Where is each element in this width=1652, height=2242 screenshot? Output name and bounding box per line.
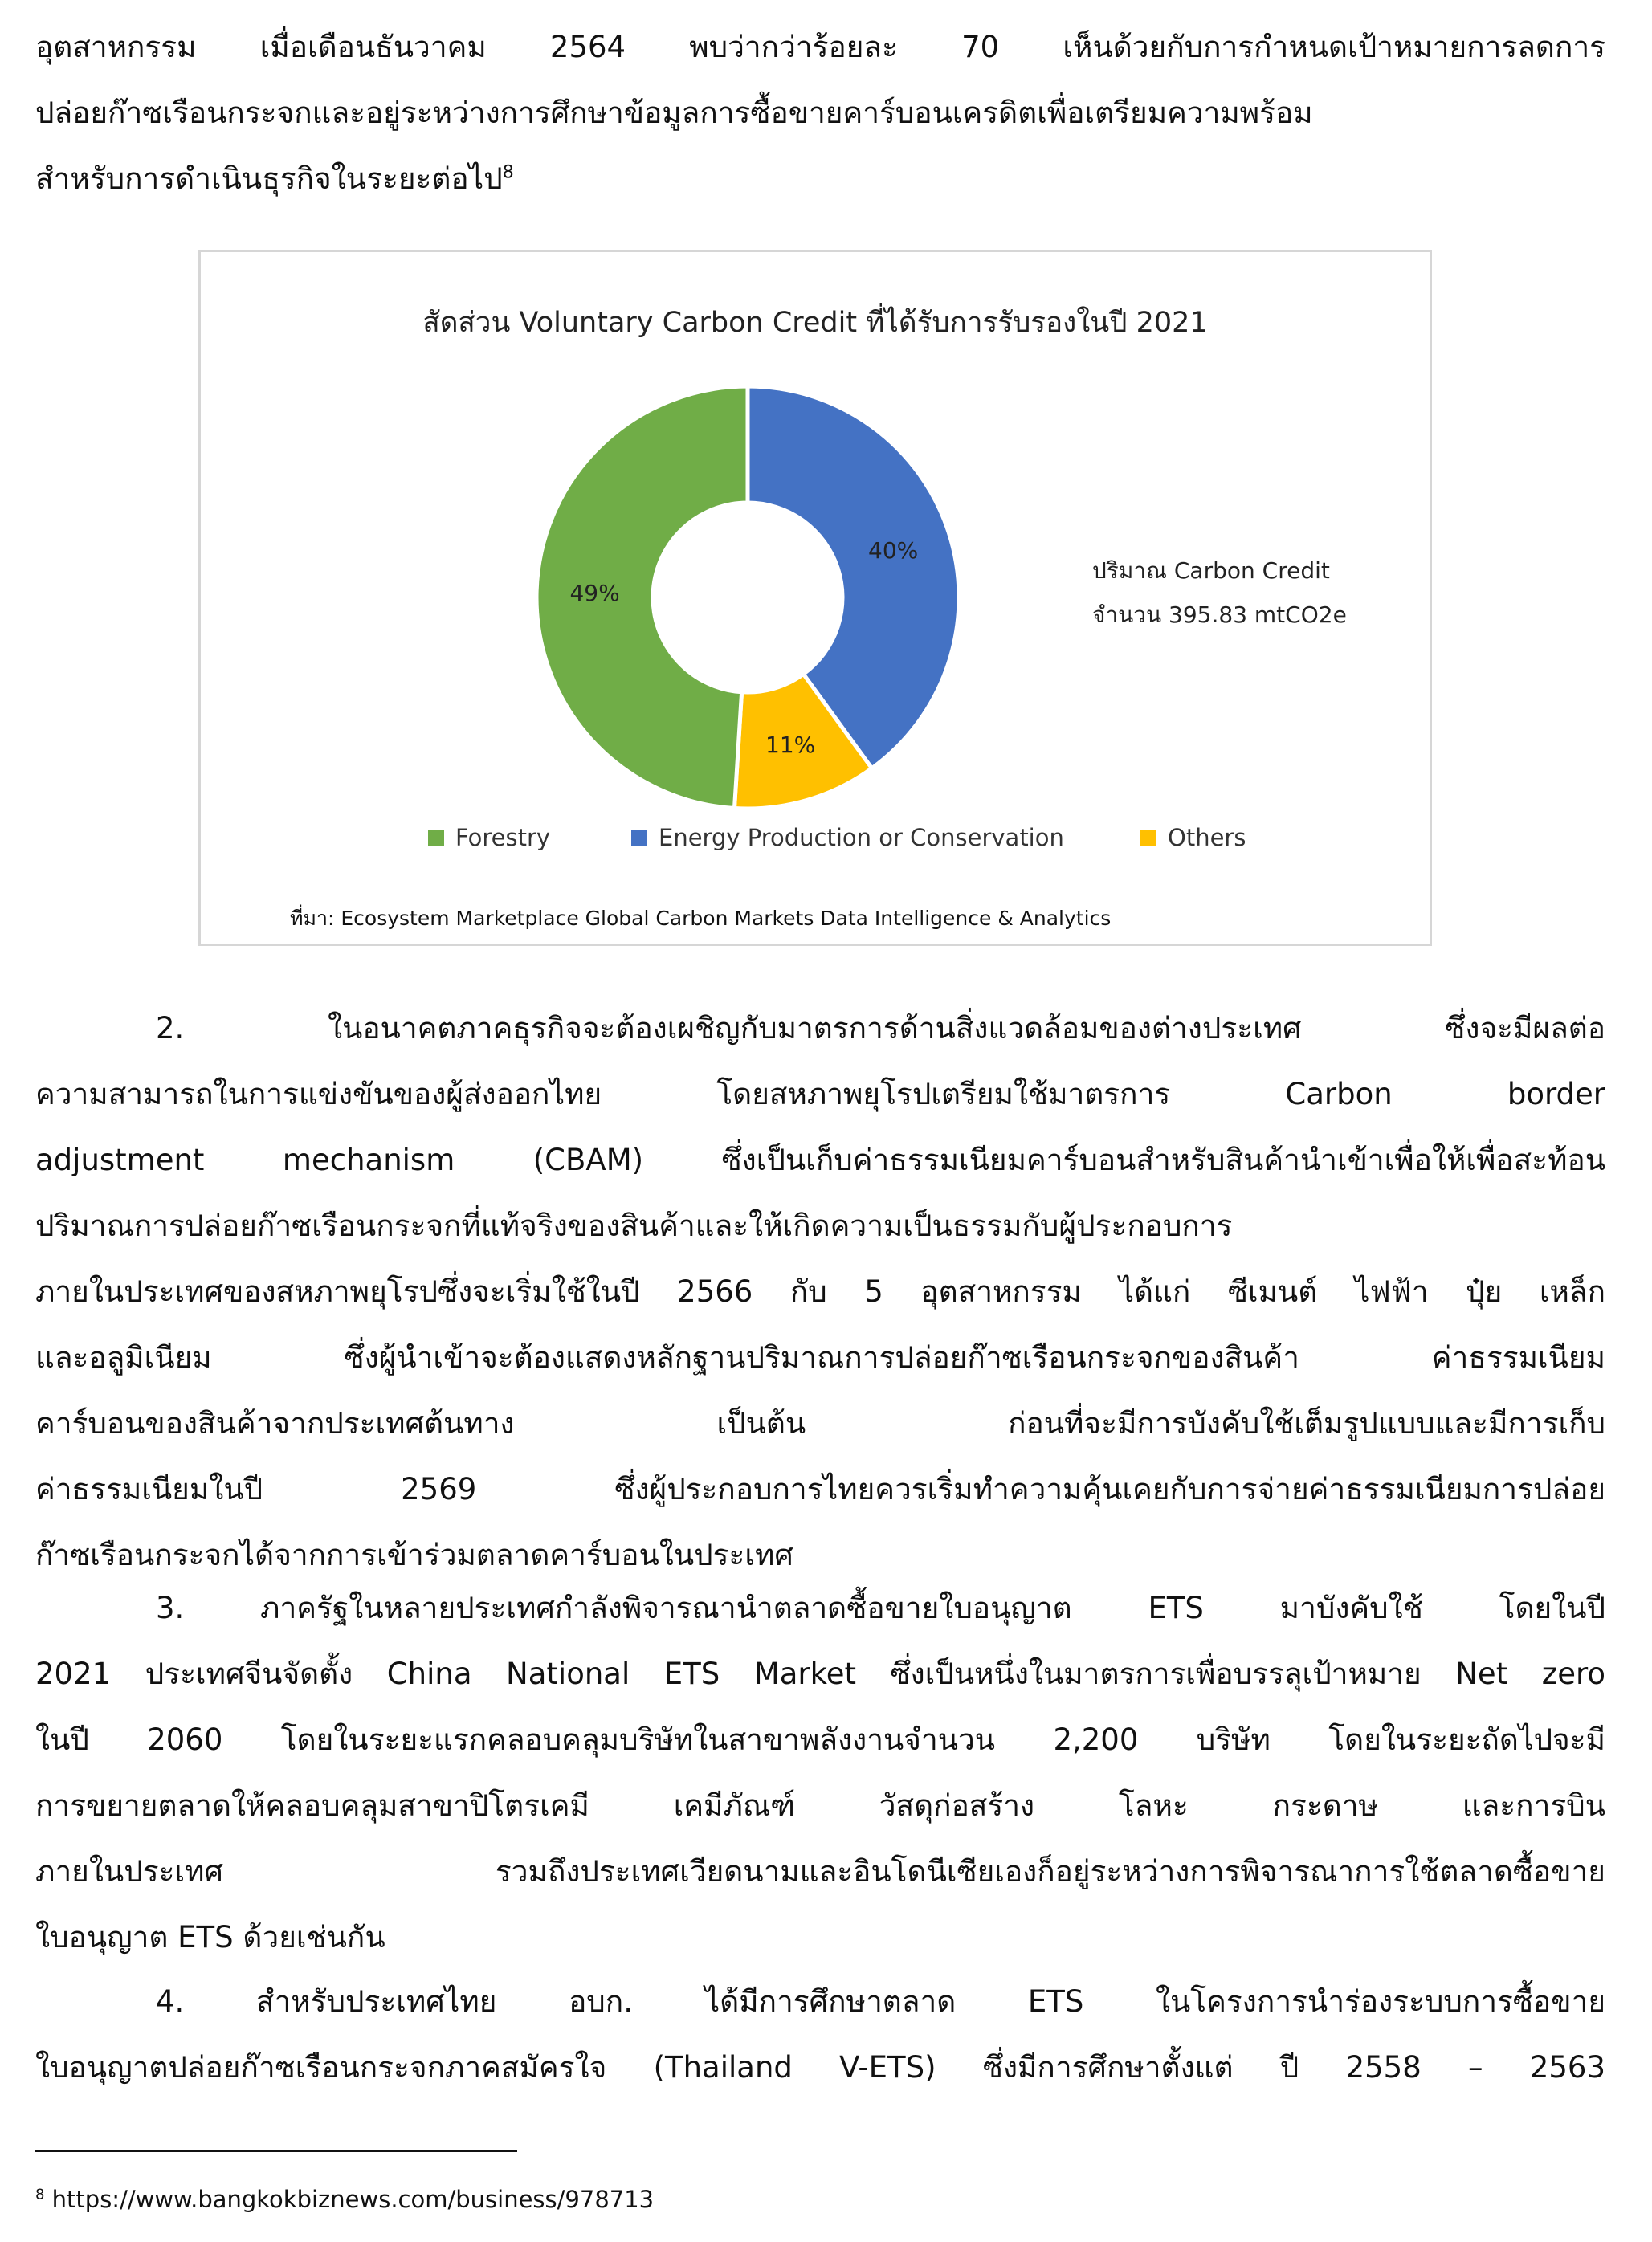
legend-item-others [1140, 824, 1246, 851]
data-label-others: 11% [765, 731, 816, 758]
paragraph-line: ภายในประเทศ รวมถึงประเทศเวียดนามและอินโดนีเซียเองก็อยู่ระหว่างการพิจารณาการใช้ตลาดซื้อขาย [35, 1854, 1605, 1889]
paragraph-line: ในปี 2060 โดยในระยะแรกคลอบคลุมบริษัทในสาขาพลังงานจำนวน 2,200 บริษัท โดยในระยะถัดไปจะมี [35, 1722, 1605, 1757]
legend-swatch [428, 830, 444, 846]
legend-item-forestry [428, 824, 550, 851]
legend-swatch [631, 830, 647, 846]
data-label-energy: 40% [868, 537, 919, 565]
paragraph-line: ปริมาณการปล่อยก๊าซเรือนกระจกที่แท้จริงของสินค้าและให้เกิดความเป็นธรรมกับผู้ประกอบการ [35, 1209, 1233, 1243]
paragraph-line: ก๊าซเรือนกระจกได้จากการเข้าร่วมตลาดคาร์บอนในประเทศ [35, 1538, 793, 1572]
legend-label: Energy Production or Conservation [659, 824, 1064, 851]
paragraph-line: การขยายตลาดให้คลอบคลุมสาขาปิโตรเคมี เคมีภัณฑ์ วัสดุก่อสร้าง โลหะ กระดาษ และการบิน [35, 1788, 1605, 1823]
paragraph-line: อุตสาหกรรม เมื่อเดือนธันวาคม 2564 พบว่ากว่าร้อยละ 70 เห็นด้วยกับการกำหนดเป้าหมายการลดการ [35, 30, 1605, 64]
paragraph-line: และอลูมิเนียม ซึ่งผู้นำเข้าจะต้องแสดงหลักฐานปริมาณการปล่อยก๊าซเรือนกระจกของสินค้า ค่าธรรมเนียม [35, 1340, 1605, 1375]
paragraph-line: adjustment mechanism (CBAM) ซึ่งเป็นเก็บค่าธรรมเนียมคาร์บอนสำหรับสินค้านำเข้าเพื่อให้เพื่อสะท้อน [35, 1143, 1605, 1177]
chart-source: ที่มา: Ecosystem Marketplace Global Carbon Markets Data Intelligence & Analytics [290, 907, 1112, 930]
paragraph-line: 3. ภาครัฐในหลายประเทศกำลังพิจารณานำตลาดซื้อขายใบอนุญาต ETS มาบังคับใช้ โดยในปี [156, 1591, 1605, 1625]
paragraph-line: 4. สำหรับประเทศไทย อบก. ได้มีการศึกษาตลาด ETS ในโครงการนำร่องระบบการซื้อขาย [156, 1984, 1605, 2019]
chart-title: สัดส่วน Voluntary Carbon Credit ที่ได้รับการรับรองในปี 2021 [422, 307, 1208, 339]
chart-annotation-line: จำนวน 395.83 mtCO2e [1092, 601, 1347, 628]
footnote-reference[interactable]: 8 [502, 162, 514, 183]
legend-item-energy [631, 824, 1064, 851]
footnote-separator [35, 2150, 517, 2152]
paragraph-line: ปล่อยก๊าซเรือนกระจกและอยู่ระหว่างการศึกษาข้อมูลการซื้อขายคาร์บอนเครดิตเพื่อเตรียมความพร้อม [35, 96, 1313, 130]
footnote-link[interactable]: https://www.bangkokbiznews.com/business/978713 [51, 2186, 655, 2213]
paragraph-line: ใบอนุญาต ETS ด้วยเช่นกัน [35, 1920, 385, 1955]
paragraph-line: 2021 ประเทศจีนจัดตั้ง China National ETS Market ซึ่งเป็นหนึ่งในมาตรการเพื่อบรรลุเป้าหมาย Net zero [35, 1657, 1605, 1691]
paragraph-line-text: สำหรับการดำเนินธุรกิจในระยะต่อไป [35, 161, 503, 196]
legend-swatch [1140, 830, 1156, 846]
paragraph-2 [35, 996, 1605, 1588]
paragraph-line: ภายในประเทศของสหภาพยุโรปซึ่งจะเริ่มใช้ในปี 2566 กับ 5 อุตสาหกรรม ได้แก่ ซีเมนต์ ไฟฟ้า ปุ๋ย เหล็ก [35, 1274, 1605, 1309]
data-label-forestry: 49% [569, 580, 620, 607]
footnote [35, 2186, 654, 2213]
footnote-marker: 8 [35, 2186, 45, 2203]
paragraph-line: ความสามารถในการแข่งขันของผู้ส่งออกไทย โดยสหภาพยุโรปเตรียมใช้มาตรการ Carbon border [35, 1077, 1605, 1111]
legend-label: Others [1168, 824, 1246, 851]
paragraph-line: 2. ในอนาคตภาคธุรกิจจะต้องเผชิญกับมาตรการด้านสิ่งแวดล้อมของต่างประเทศ ซึ่งจะมีผลต่อ [156, 1011, 1605, 1046]
paragraph-line: คาร์บอนของสินค้าจากประเทศต้นทาง เป็นต้น ก่อนที่จะมีการบังคับใช้เต็มรูปแบบและมีการเก็บ [35, 1406, 1605, 1441]
paragraph-line: ใบอนุญาตปล่อยก๊าซเรือนกระจกภาคสมัครใจ (Thailand V-ETS) ซึ่งมีการศึกษาตั้งแต่ ปี 2558 – 2563 [35, 2050, 1605, 2085]
chart-annotation-line: ปริมาณ Carbon Credit [1092, 557, 1330, 584]
paragraph-line: ค่าธรรมเนียมในปี 2569 ซึ่งผู้ประกอบการไทยควรเริ่มทำความคุ้นเคยกับการจ่ายค่าธรรมเนียมการปล่อย [35, 1472, 1605, 1506]
intro-paragraph [35, 14, 1605, 212]
legend-label: Forestry [455, 824, 551, 851]
paragraph-4 [35, 1969, 1605, 2101]
donut-chart-figure [198, 250, 1432, 946]
paragraph-line [35, 146, 1605, 212]
paragraph-3 [35, 1576, 1605, 1971]
donut-slice-forestry [536, 386, 748, 808]
